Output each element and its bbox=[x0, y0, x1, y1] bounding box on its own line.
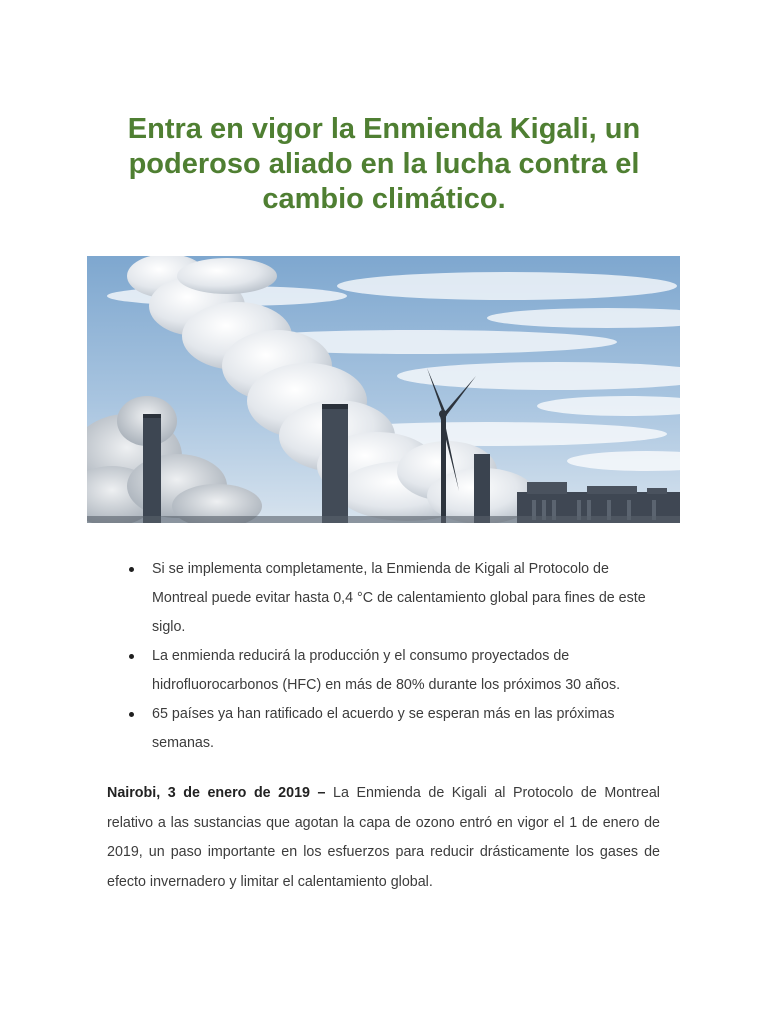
list-item bbox=[127, 642, 667, 700]
article-paragraph bbox=[107, 779, 660, 897]
bullet-dot-icon bbox=[129, 567, 134, 572]
summary-bullet-list bbox=[127, 555, 667, 758]
article-image bbox=[87, 256, 680, 523]
bullet-dot-icon bbox=[129, 712, 134, 717]
dateline: Nairobi, 3 de enero de 2019 – bbox=[107, 785, 326, 801]
bullet-dot-icon bbox=[129, 654, 134, 659]
list-item bbox=[127, 700, 667, 758]
article-title: Entra en vigor la Enmienda Kigali, un poderoso aliado en la lucha contra el cambio climático. bbox=[127, 113, 641, 215]
bullet-text: La enmienda reducirá la producción y el consumo proyectados de hidrofluorocarbonos (HFC) en más de 80% durante los próximos 30 años. bbox=[152, 648, 621, 693]
list-item bbox=[127, 555, 667, 642]
bullet-text: 65 países ya han ratificado el acuerdo y se esperan más en las próximas semanas. bbox=[152, 706, 615, 751]
bullet-text: Si se implementa completamente, la Enmienda de Kigali al Protocolo de Montreal puede evitar hasta 0,4 °C de calentamiento global para fines de este siglo. bbox=[152, 561, 646, 635]
factory-smokestacks-wind-turbine-photo-icon bbox=[87, 256, 680, 523]
paragraph-text: La Enmienda de Kigali al Protocolo de Montreal relativo a las sustancias que agotan la capa de ozono entró en vigor el 1 de enero de 2019, un paso importante en los esfuerzos para reducir drásticamente los gases de efecto invernadero y limitar el calentamiento global. bbox=[107, 785, 660, 890]
